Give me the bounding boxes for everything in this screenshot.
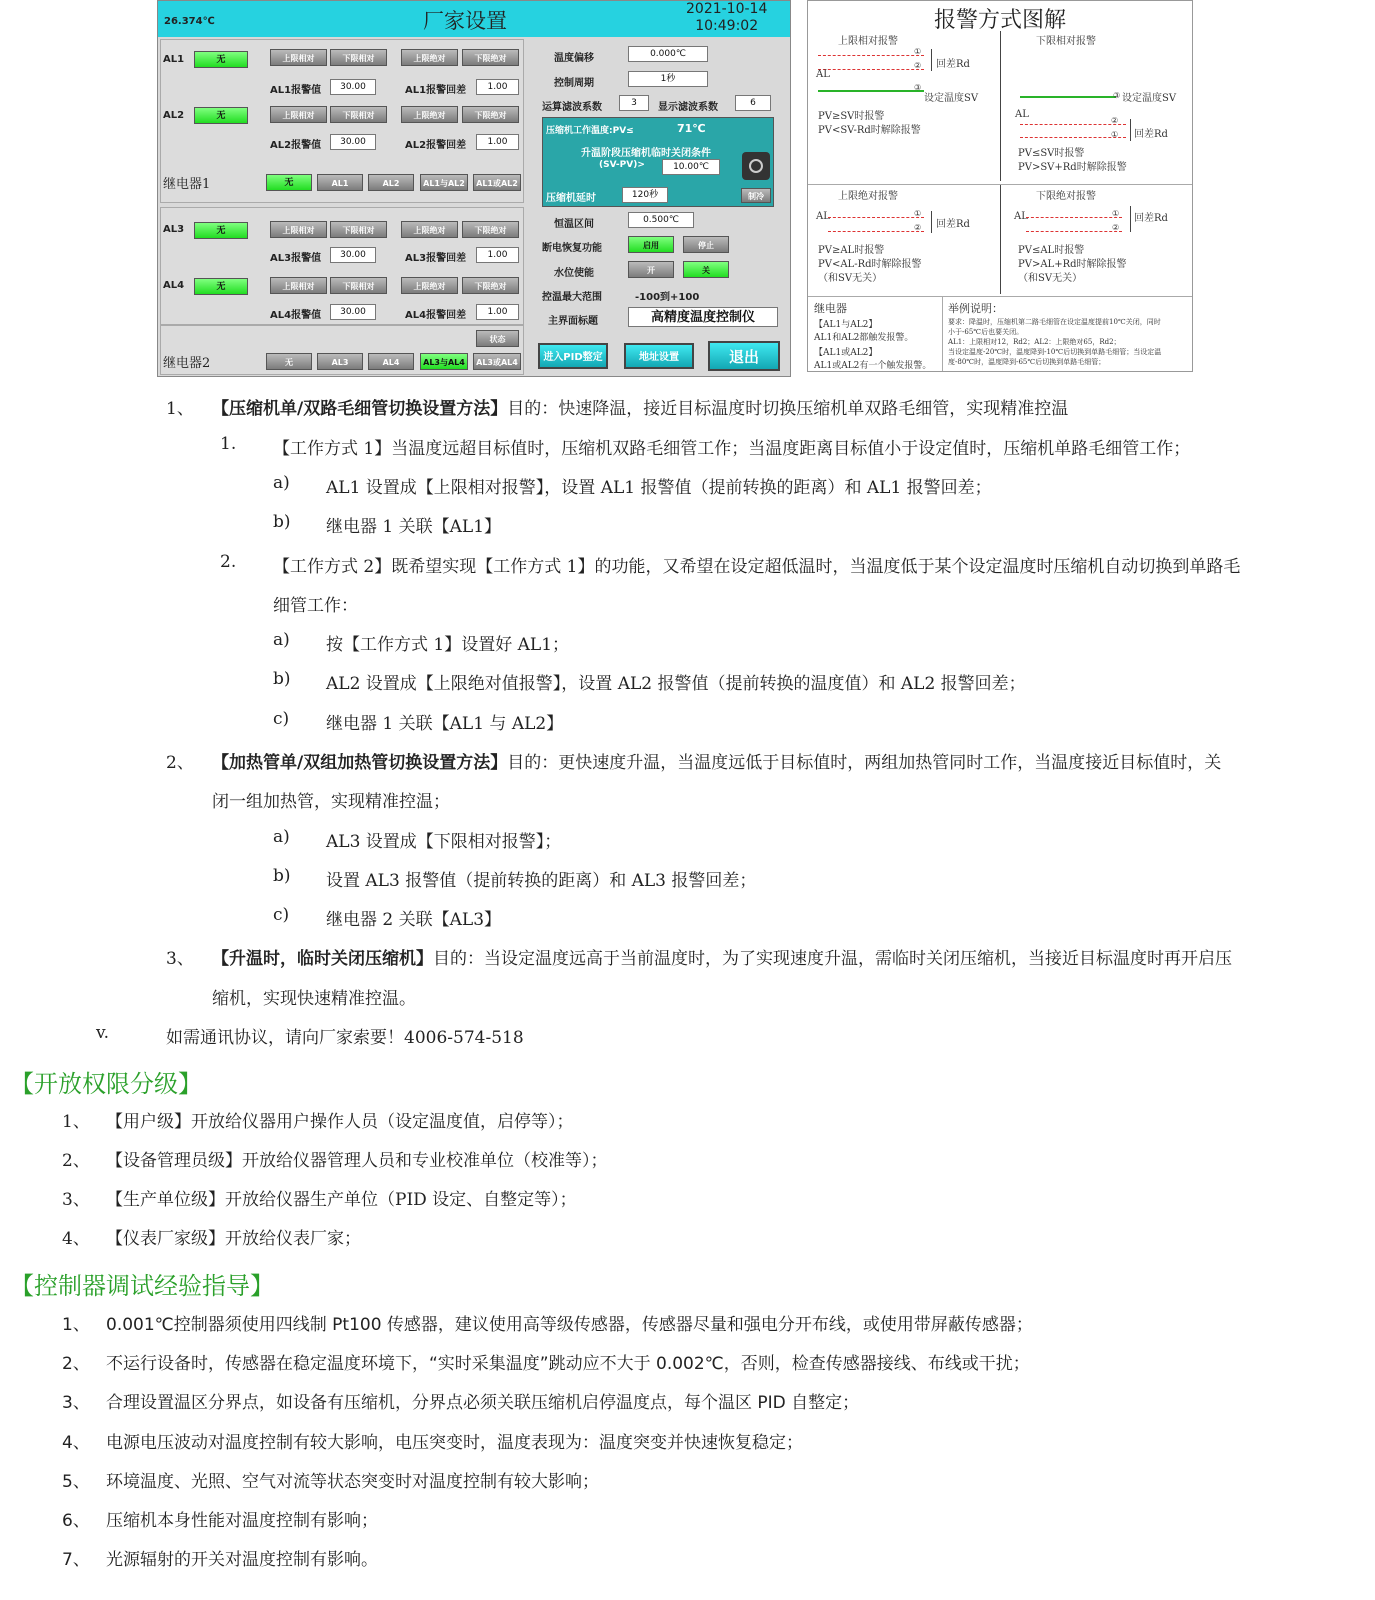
q2-circle-1: ① (1111, 130, 1119, 139)
q4-text-3: （和SV无关） (1018, 273, 1083, 284)
al2-value-label: AL2报警值 (270, 140, 322, 151)
relay-explain-l2: AL1和AL2都触发报警。 (814, 333, 914, 343)
q3-text-2: PV<AL-Rd时解除报警 (818, 259, 922, 270)
s1-title: 【压缩机单/双路毛细管切换设置方法】 (212, 399, 508, 419)
status-button[interactable]: 状态 (476, 330, 519, 347)
al4-upper-relative-button[interactable]: 上限相对 (270, 277, 327, 294)
s1-2b-num: b) (273, 669, 291, 689)
q4-text-1: PV≤AL时报警 (1018, 245, 1085, 256)
s2-line (212, 748, 1221, 773)
g2-text: 不运行设备时，传感器在稳定温度环境下，“实时采集温度”跳动应不大于 0.002℃，否则，检查传感器接线、布线或干扰； (106, 1354, 1030, 1374)
water-on[interactable]: 开 (628, 261, 674, 278)
q3-title: 上限绝对报警 (838, 191, 898, 202)
comp-cond-value[interactable]: 10.00℃ (662, 159, 720, 175)
q1-circle-2: ② (914, 61, 922, 70)
q4-rd-bracket (1130, 206, 1131, 232)
q2-al: AL (1015, 109, 1029, 120)
comp-temp-value[interactable]: 71℃ (677, 122, 706, 135)
s1-2c-num: c) (273, 709, 290, 729)
q1-alarm-line (818, 55, 924, 56)
al4-lower-relative-button[interactable]: 下限相对 (330, 277, 387, 294)
p3-num: 3、 (62, 1190, 90, 1210)
comp-delay-field[interactable]: 120秒 (622, 187, 668, 203)
comp-cond-expr: (SV-PV)> (599, 160, 645, 170)
const-zone-label: 恒温区间 (554, 219, 594, 230)
g3-num: 3、 (62, 1393, 90, 1413)
q2-rd: 回差Rd (1134, 129, 1168, 140)
relay1-opt-al1[interactable]: AL1 (317, 174, 363, 191)
calc-filter-label: 运算滤波系数 (542, 102, 602, 113)
s1-2b-text: AL2 设置成【上限绝对值报警】，设置 AL2 报警值（提前转换的温度值）和 AL2 报警回差； (326, 674, 1026, 694)
al2-hys-field[interactable]: 1.00 (476, 134, 519, 150)
g7-num: 7、 (62, 1550, 90, 1570)
power-restore-label: 断电恢复功能 (542, 243, 602, 254)
main-title-field[interactable]: 高精度温度控制仪 (628, 307, 778, 327)
q4-alarm-line (1026, 217, 1122, 218)
relay-explain-l1: 【AL1与AL2】 (814, 320, 878, 330)
datetime (686, 1, 767, 35)
diagram-title: 报警方式图解 (933, 8, 1066, 33)
al4-label: AL4 (163, 280, 185, 291)
disp-filter-field[interactable]: 6 (735, 95, 771, 111)
al1-hys-label: AL1报警回差 (405, 85, 467, 96)
al4-lower-absolute-button[interactable]: 下限绝对 (462, 277, 519, 294)
q4-al: AL (1014, 211, 1028, 222)
example-l2: 小于-65℃后也要关闭。 (948, 328, 1024, 336)
q3-rd: 回差Rd (936, 219, 970, 230)
q2-sv-line (1020, 96, 1116, 98)
p3-text: 【生产单位级】开放给仪器生产单位（PID 设定、自整定等）； (106, 1190, 577, 1210)
s1-1b-num: b) (273, 512, 291, 532)
hmi-factory-settings-screen (157, 0, 791, 377)
time: 10:49:02 (695, 18, 759, 34)
diagram-divider-v2 (1000, 184, 1001, 294)
s1-2-num: 2. (220, 552, 237, 572)
al1-value-label: AL1报警值 (270, 85, 322, 96)
q2-circle-3: ③ (1113, 91, 1121, 100)
heading-tuning-guide: 【控制器调试经验指导】 (10, 1272, 274, 1300)
s2-rest: 目的：更快速度升温，当温度远低于目标值时，两组加热管同时工作，当温度接近目标值时，关 (507, 753, 1222, 773)
power-restore-on[interactable]: 启用 (628, 236, 674, 253)
p4-text: 【仪表厂家级】开放给仪表厂家； (106, 1229, 361, 1249)
q3-release-line (828, 231, 924, 232)
g2-num: 2、 (62, 1354, 90, 1374)
relay1-opt-al1-and-al2[interactable]: AL1与AL2 (420, 174, 468, 191)
s2-line2: 闭一组加热管，实现精准控温； (212, 792, 450, 812)
s1-1-text: 【工作方式 1】当温度远超目标值时，压缩机双路毛细管工作；当温度距离目标值小于设定值时，压缩机单路毛细管工作； (273, 439, 1191, 459)
al2-upper-relative-button[interactable]: 上限相对 (270, 106, 327, 123)
relay2-label: 继电器2 (163, 356, 211, 371)
al1-upper-absolute-button[interactable]: 上限绝对 (401, 49, 458, 66)
ctrl-period-field[interactable]: 1秒 (628, 71, 708, 87)
s1-num: 1、 (166, 399, 194, 419)
s2a-text: AL3 设置成【下限相对报警】； (326, 832, 562, 852)
q2-circle-2: ② (1111, 116, 1119, 125)
range-value: -100到+100 (635, 292, 700, 303)
s3-line2: 缩机，实现快速精准控温。 (212, 989, 416, 1009)
s2-title: 【加热管单/双组加热管切换设置方法】 (212, 753, 508, 773)
diagram-divider-v1 (1000, 31, 1001, 181)
p1-text: 【用户级】开放给仪器用户操作人员（设定温度值，启停等）； (106, 1112, 574, 1132)
current-temperature: 26.374℃ (164, 16, 215, 27)
v-text: 如需通讯协议，请向厂家索要！4006-574-518 (166, 1028, 524, 1048)
relay-explain-l4: AL1或AL2有一个触发报警。 (814, 361, 932, 371)
relay-explain-l3: 【AL1或AL2】 (814, 348, 878, 358)
s2b-text: 设置 AL3 报警值（提前转换的距离）和 AL3 报警回差； (326, 871, 757, 891)
cool-button[interactable]: 制冷 (741, 188, 771, 203)
q4-rd: 回差Rd (1134, 213, 1168, 224)
s1-1-num: 1. (220, 434, 237, 454)
heading-permissions: 【开放权限分级】 (10, 1070, 202, 1098)
q3-circle-1: ① (914, 209, 922, 218)
g6-text: 压缩机本身性能对温度控制有影响； (106, 1511, 378, 1531)
al4-hys-field[interactable]: 1.00 (476, 304, 519, 320)
al2-lower-relative-button[interactable]: 下限相对 (330, 106, 387, 123)
al3-upper-absolute-button[interactable]: 上限绝对 (401, 221, 458, 238)
al4-value-label: AL4报警值 (270, 310, 322, 321)
al4-value-field[interactable]: 30.00 (330, 304, 376, 320)
q3-text-3: （和SV无关） (818, 273, 883, 284)
s1-2-line2: 细管工作： (273, 596, 358, 616)
compressor-panel (542, 117, 774, 207)
g3-text: 合理设置温区分界点，如设备有压缩机，分界点必须关联压缩机启停温度点，每个温区 PID 自整定； (106, 1393, 860, 1413)
diagram-divider-h2 (808, 296, 1192, 297)
al2-mode-button[interactable]: 无 (194, 107, 248, 124)
al2-hys-label: AL2报警回差 (405, 140, 467, 151)
q4-circle-1: ① (1112, 209, 1120, 218)
temp-offset-field[interactable]: 0.000℃ (628, 46, 708, 62)
al3-label: AL3 (163, 224, 185, 235)
relay-explain-title: 继电器 (814, 302, 847, 315)
water-label: 水位使能 (554, 268, 594, 279)
g4-text: 电源电压波动对温度控制有较大影响，电压突变时，温度表现为：温度突变并快速恢复稳定； (106, 1433, 803, 1453)
s1-1a-num: a) (273, 473, 290, 493)
g5-num: 5、 (62, 1472, 90, 1492)
al3-hys-field[interactable]: 1.00 (476, 247, 519, 263)
p2-num: 2、 (62, 1151, 90, 1171)
q2-text-1: PV≤SV时报警 (1018, 148, 1085, 159)
exit-button[interactable]: 退出 (708, 341, 780, 371)
al4-hys-label: AL4报警回差 (405, 310, 467, 321)
p2-text: 【设备管理员级】开放给仪器管理人员和专业校准单位（校准等）； (106, 1151, 608, 1171)
al1-lower-absolute-button[interactable]: 下限绝对 (462, 49, 519, 66)
q1-al: AL (816, 69, 830, 80)
al3-lower-absolute-button[interactable]: 下限绝对 (462, 221, 519, 238)
al1-mode-button[interactable]: 无 (194, 51, 248, 68)
s3-num: 3、 (166, 949, 194, 969)
al4-mode-button[interactable]: 无 (194, 278, 248, 295)
al1-lower-relative-button[interactable]: 下限相对 (330, 49, 387, 66)
s1-2c-text: 继电器 1 关联【AL1 与 AL2】 (326, 714, 564, 734)
q4-circle-2: ② (1112, 223, 1120, 232)
range-label: 控温最大范围 (542, 292, 602, 303)
q4-text-2: PV>AL+Rd时解除报警 (1018, 259, 1127, 270)
q1-title: 上限相对报警 (838, 36, 898, 47)
p1-num: 1、 (62, 1112, 90, 1132)
diagram-divider-v3 (942, 296, 943, 371)
temp-offset-label: 温度偏移 (554, 53, 594, 64)
q2-text-2: PV>SV+Rd时解除报警 (1018, 162, 1127, 173)
s1-2-line1: 【工作方式 2】既希望实现【工作方式 1】的功能，又希望在设定超低温时，当温度低于某个设定温度时压缩机自动切换到单路毛 (273, 557, 1241, 577)
relay2-opt-none[interactable]: 无 (266, 353, 312, 370)
g5-text: 环境温度、光照、空气对流等状态突变时对温度控制有较大影响； (106, 1472, 599, 1492)
g1-text: 0.001℃控制器须使用四线制 Pt100 传感器，建议使用高等级传感器，传感器尽量和强电分开布线，或使用带屏蔽传感器； (106, 1315, 1033, 1335)
al3-upper-relative-button[interactable]: 上限相对 (270, 221, 327, 238)
s3-line (212, 944, 1232, 969)
s1-line (212, 394, 1068, 419)
comp-temp-label: 压缩机工作温度:PV≤ (546, 126, 634, 136)
s1-1b-text: 继电器 1 关联【AL1】 (326, 517, 502, 537)
hmi-title: 厂家设置 (423, 9, 507, 33)
relay1-opt-al1-or-al2[interactable]: AL1或AL2 (473, 174, 521, 191)
date: 2021-10-14 (686, 1, 768, 17)
q1-rd-bracket (931, 49, 932, 71)
water-off[interactable]: 关 (683, 261, 729, 278)
s3-title: 【升温时，临时关闭压缩机】 (212, 949, 433, 969)
s2b-num: b) (273, 866, 291, 886)
fan-icon (742, 152, 770, 180)
p4-num: 4、 (62, 1229, 90, 1249)
disp-filter-label: 显示滤波系数 (658, 102, 718, 113)
s2-num: 2、 (166, 753, 194, 773)
relay1-opt-none[interactable]: 无 (266, 174, 312, 191)
q3-text-1: PV≥AL时报警 (818, 245, 885, 256)
al2-value-field[interactable]: 30.00 (330, 134, 376, 150)
q1-rd: 回差Rd (936, 59, 970, 70)
q3-circle-2: ② (914, 223, 922, 232)
s1-rest: 目的：快速降温，接近目标温度时切换压缩机单双路毛细管，实现精准控温 (507, 399, 1069, 419)
q1-circle-1: ① (914, 47, 922, 56)
q4-release-line (1026, 231, 1122, 232)
ctrl-period-label: 控制周期 (554, 78, 594, 89)
alarm-mode-diagram (807, 0, 1193, 372)
s1-2a-num: a) (273, 630, 290, 650)
al4-upper-absolute-button[interactable]: 上限绝对 (401, 277, 458, 294)
al2-upper-absolute-button[interactable]: 上限绝对 (401, 106, 458, 123)
g4-num: 4、 (62, 1433, 90, 1453)
relay2-opt-al3-or-al4[interactable]: AL3或AL4 (473, 353, 521, 370)
calc-filter-field[interactable]: 3 (619, 95, 649, 111)
al3-lower-relative-button[interactable]: 下限相对 (330, 221, 387, 238)
s2c-num: c) (273, 905, 290, 925)
example-l3: AL1：上限相对12，Rd2；AL2：上限绝对65，Rd2； (948, 338, 1121, 346)
q3-al: AL (816, 211, 830, 222)
address-settings-button[interactable]: 地址设置 (624, 343, 694, 369)
q4-title: 下限绝对报警 (1036, 191, 1096, 202)
relay2-opt-al3-and-al4[interactable]: AL3与AL4 (420, 353, 468, 370)
al3-value-label: AL3报警值 (270, 253, 322, 264)
s2c-text: 继电器 2 关联【AL3】 (326, 910, 502, 930)
power-restore-off[interactable]: 停止 (683, 236, 729, 253)
al2-label: AL2 (163, 110, 185, 121)
comp-delay-label: 压缩机延时 (546, 193, 596, 204)
al3-mode-button[interactable]: 无 (194, 222, 248, 239)
q1-release-line (818, 69, 924, 70)
comp-cond-label: 升温阶段压缩机临时关闭条件 (581, 148, 711, 159)
q1-sv-line (818, 90, 924, 92)
al3-hys-label: AL3报警回差 (405, 253, 467, 264)
g7-text: 光源辐射的开关对温度控制有影响。 (106, 1550, 378, 1570)
al2-lower-absolute-button[interactable]: 下限绝对 (462, 106, 519, 123)
s2a-num: a) (273, 827, 290, 847)
q3-alarm-line (828, 217, 924, 218)
example-title: 举例说明： (948, 302, 1003, 315)
v-num: v. (96, 1023, 109, 1043)
q3-rd-bracket (931, 211, 932, 233)
q1-sv: 设定温度SV (924, 93, 979, 104)
g1-num: 1、 (62, 1315, 90, 1335)
const-zone-field[interactable]: 0.500℃ (628, 212, 694, 228)
q1-text-2: PV<SV-Rd时解除报警 (818, 125, 921, 136)
al1-value-field[interactable]: 30.00 (330, 79, 376, 95)
al1-label: AL1 (163, 54, 185, 65)
al3-value-field[interactable]: 30.00 (330, 247, 376, 263)
g6-num: 6、 (62, 1511, 90, 1531)
pid-tuning-button[interactable]: 进入PID整定 (538, 343, 608, 369)
q1-text-1: PV≥SV时报警 (818, 111, 885, 122)
al1-upper-relative-button[interactable]: 上限相对 (270, 49, 327, 66)
hmi-title-bar (158, 1, 790, 37)
al1-hys-field[interactable]: 1.00 (476, 79, 519, 95)
example-l1: 要求：降温时，压缩机第二路毛细管在设定温度提前10℃关闭，同时 (948, 318, 1161, 326)
relay2-opt-al3[interactable]: AL3 (317, 353, 363, 370)
relay1-label: 继电器1 (163, 177, 211, 192)
q2-sv: 设定温度SV (1122, 93, 1177, 104)
relay2-opt-al4[interactable]: AL4 (368, 353, 414, 370)
s3-rest: 目的：当设定温度远高于当前温度时，为了实现速度升温，需临时关闭压缩机，当接近目标温度时再开启压 (433, 949, 1232, 969)
q1-circle-3: ③ (914, 83, 922, 92)
example-l5: 度-80℃时，温度降到-65℃后切换到单路毛细管； (948, 358, 1106, 366)
q2-rd-bracket (1130, 119, 1131, 141)
relay1-opt-al2[interactable]: AL2 (368, 174, 414, 191)
q2-title: 下限相对报警 (1036, 36, 1096, 47)
s1-2a-text: 按【工作方式 1】设置好 AL1； (326, 635, 570, 655)
example-l4: 当设定温度-20℃时，温度降到-10℃后切换到单路毛细管；当设定温 (948, 348, 1162, 356)
s1-1a-text: AL1 设置成【上限相对报警】，设置 AL1 报警值（提前转换的距离）和 AL1 报警回差； (326, 478, 992, 498)
main-title-label: 主界面标题 (548, 316, 598, 327)
diagram-divider-h1 (808, 184, 1192, 185)
